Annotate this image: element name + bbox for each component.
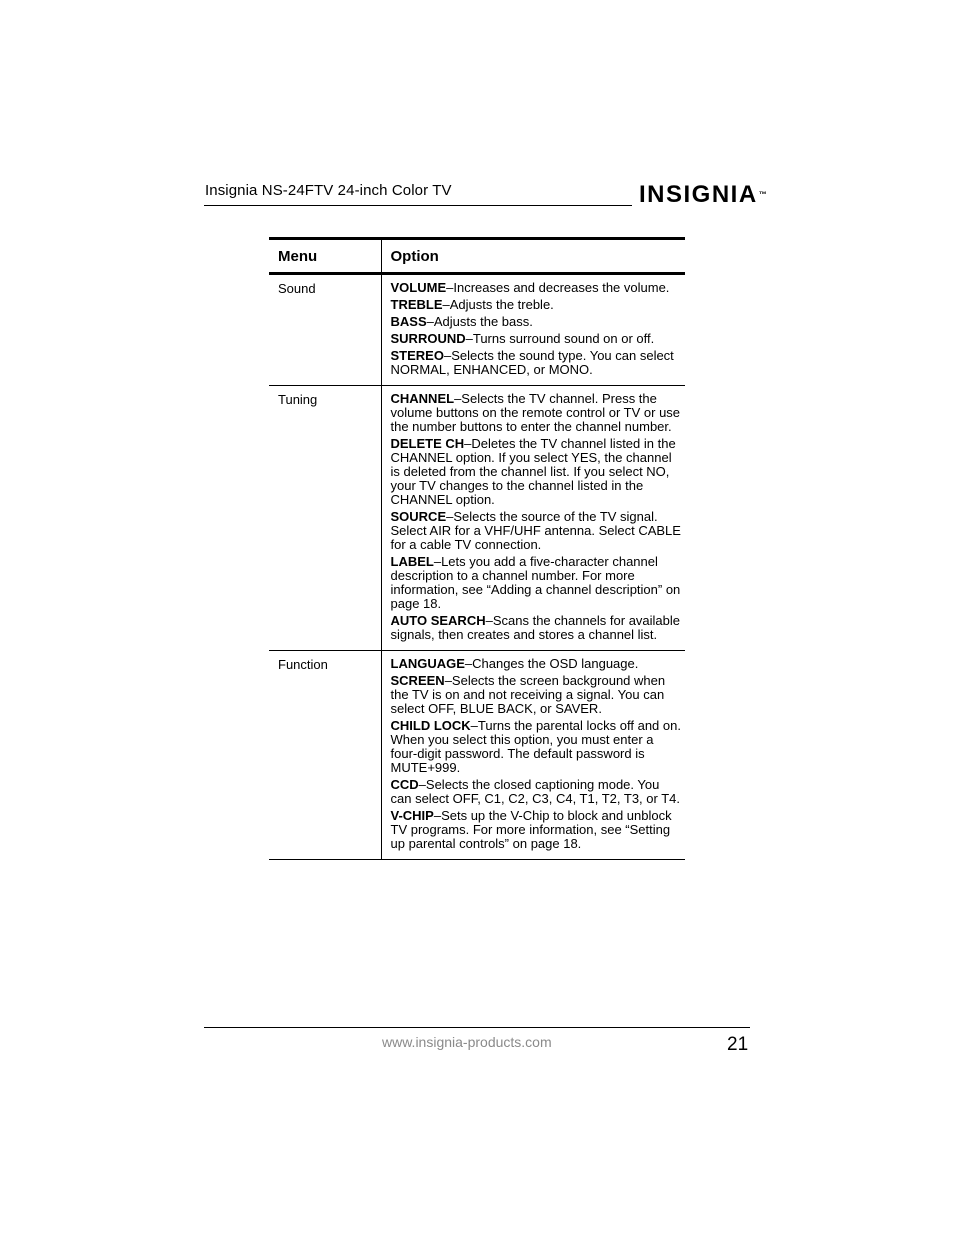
insignia-logo: [639, 181, 767, 209]
table-header-row: [269, 239, 685, 274]
options-cell: [381, 386, 685, 651]
option-description: –Increases and decreases the volume.: [446, 280, 670, 295]
option-item: [391, 332, 682, 346]
header-divider: [204, 205, 632, 206]
option-term: SCREEN: [390, 673, 445, 688]
option-description: –Selects the source of the TV signal. Select AIR for a VHF/UHF antenna. Select CABLE for a cable TV connection.: [390, 509, 681, 552]
logo-text: INSIGNIA: [639, 181, 758, 208]
option-item: [391, 281, 682, 295]
option-term: CCD: [390, 777, 419, 792]
option-item: [391, 298, 682, 312]
option-item: [391, 809, 682, 851]
option-item: [391, 555, 682, 611]
option-term: AUTO SEARCH: [390, 613, 486, 628]
option-description: –Adjusts the bass.: [426, 314, 533, 329]
option-term: V-CHIP: [390, 808, 434, 823]
menu-name-cell: Tuning: [269, 386, 381, 651]
option-description: –Changes the OSD language.: [464, 656, 639, 671]
logo-trademark: ™: [758, 190, 767, 199]
option-item: [391, 315, 682, 329]
option-description: –Selects the closed captioning mode. You can select OFF, C1, C2, C3, C4, T1, T2, T3, or T4.: [390, 777, 680, 806]
page-header-title: Insignia NS-24FTV 24-inch Color TV: [205, 182, 452, 199]
option-description: –Selects the TV channel. Press the volume buttons on the remote control or TV or use the number buttons to enter the channel number.: [390, 391, 681, 434]
option-term: DELETE CH: [390, 436, 465, 451]
option-description: –Deletes the TV channel listed in the CHANNEL option. If you select YES, the channel is deleted from the channel list. If you select NO, your TV changes to the channel listed in the CHANNEL option.: [390, 436, 676, 507]
option-term: LABEL: [390, 554, 434, 569]
menu-name-cell: Sound: [269, 274, 381, 386]
menu-name-cell: Function: [269, 651, 381, 860]
column-header-option: Option: [381, 239, 685, 274]
footer-website-url: www.insignia-products.com: [382, 1034, 552, 1050]
option-term: VOLUME: [390, 280, 447, 295]
option-description: –Adjusts the treble.: [442, 297, 554, 312]
option-term: LANGUAGE: [390, 656, 465, 671]
option-item: [391, 392, 682, 434]
table-row-tuning: [269, 386, 685, 651]
option-item: [391, 778, 682, 806]
option-term: SOURCE: [390, 509, 447, 524]
footer-divider: [204, 1027, 750, 1028]
option-description: –Turns surround sound on or off.: [465, 331, 655, 346]
option-term: CHANNEL: [390, 391, 455, 406]
option-description: –Selects the screen background when the TV is on and not receiving a signal. You can select OFF, BLUE BACK, or SAVER.: [390, 673, 666, 716]
table-row-sound: [269, 274, 685, 386]
option-item: [391, 614, 682, 642]
option-term: TREBLE: [390, 297, 443, 312]
option-item: [391, 437, 682, 507]
option-item: [391, 510, 682, 552]
column-header-menu: Menu: [269, 239, 381, 274]
option-term: BASS: [390, 314, 427, 329]
option-description: –Sets up the V-Chip to block and unblock TV programs. For more information, see “Setting up parental controls” on page 18.: [390, 808, 672, 851]
option-item: [391, 657, 682, 671]
option-item: [391, 719, 682, 775]
options-cell: [381, 274, 685, 386]
option-description: –Scans the channels for available signals, then creates and stores a channel list.: [390, 613, 681, 642]
option-description: –Turns the parental locks off and on. When you select this option, you must enter a four-digit password. The default password is MUTE+999.: [390, 718, 681, 775]
option-description: –Selects the sound type. You can select NORMAL, ENHANCED, or MONO.: [390, 348, 674, 377]
menu-options-table: [269, 237, 685, 860]
option-item: [391, 349, 682, 377]
option-term: SURROUND: [390, 331, 466, 346]
option-term: STEREO: [390, 348, 444, 363]
option-term: CHILD LOCK: [390, 718, 471, 733]
option-description: –Lets you add a five-character channel description to a channel number. For more information, see “Adding a channel description” on page 18.: [390, 554, 681, 611]
option-item: [391, 674, 682, 716]
options-cell: [381, 651, 685, 860]
table-row-function: [269, 651, 685, 860]
page-number: 21: [727, 1034, 749, 1055]
